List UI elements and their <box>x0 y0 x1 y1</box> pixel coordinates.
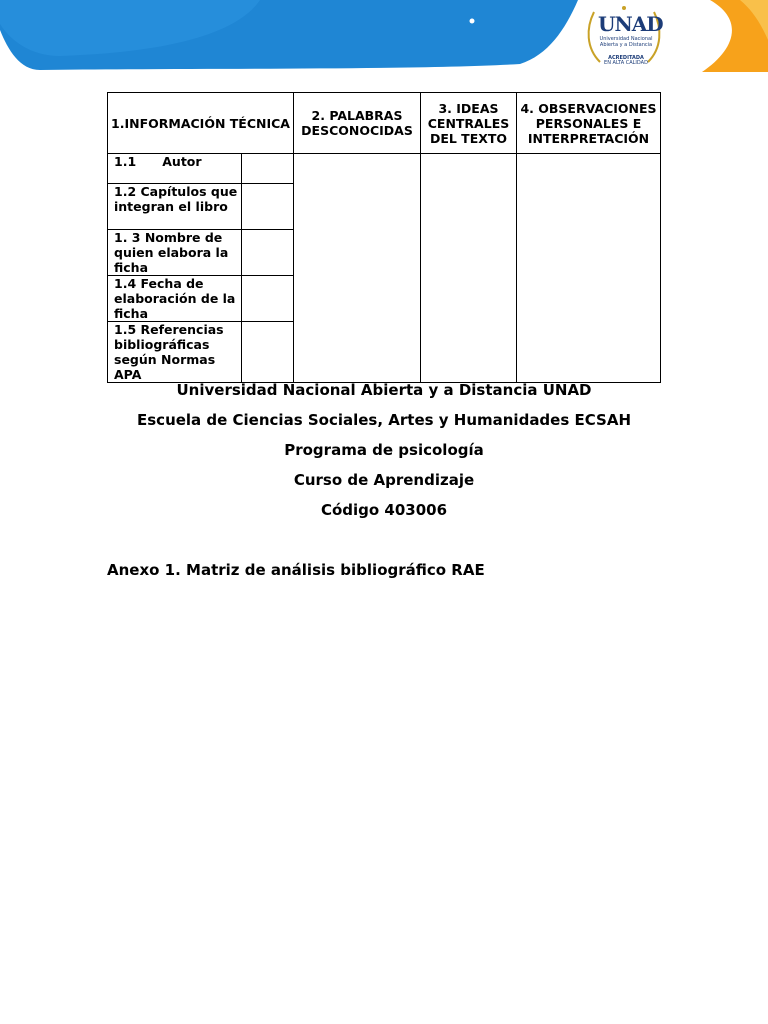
title-program: Programa de psicología <box>284 441 484 459</box>
table-header-row <box>108 93 661 154</box>
row-label-author: 1.1 Autor <box>108 154 242 184</box>
header-observations: 4. OBSERVACIONES PERSONALES E INTERPRETACIÓN <box>517 93 661 154</box>
logo-title: UNAD <box>598 12 663 36</box>
row-label-chapters: 1.2 Capítulos que integran el libro <box>108 184 242 230</box>
rae-matrix-table <box>107 92 661 383</box>
banner-dot <box>470 19 475 24</box>
unad-logo <box>584 4 664 68</box>
row-value-references[interactable] <box>242 322 294 383</box>
title-course: Curso de Aprendizaje <box>293 471 475 489</box>
row-label-references: 1.5 Referencias bibliográficas según Normas APA <box>108 322 242 383</box>
observations-cell[interactable] <box>517 154 661 383</box>
row-value-author-of-sheet[interactable] <box>242 230 294 276</box>
table-row <box>108 154 661 184</box>
row-value-author[interactable] <box>242 154 294 184</box>
annex-heading: Anexo 1. Matriz de análisis bibliográfico RAE <box>107 561 485 579</box>
unknown-words-cell[interactable] <box>294 154 421 383</box>
logo-accreditation: ACREDITADA EN ALTA CALIDAD <box>604 55 648 66</box>
title-school: Escuela de Ciencias Sociales, Artes y Humanidades ECSAH <box>137 411 631 429</box>
row-label-date: 1.4 Fecha de elaboración de la ficha <box>108 276 242 322</box>
logo-subtitle: Universidad Nacional Abierta y a Distancia <box>599 36 653 48</box>
header-unknown-words: 2. PALABRAS DESCONOCIDAS <box>294 93 421 154</box>
row-value-date[interactable] <box>242 276 294 322</box>
row-label-author-of-sheet: 1. 3 Nombre de quien elabora la ficha <box>108 230 242 276</box>
header-central-ideas: 3. IDEAS CENTRALES DEL TEXTO <box>421 93 517 154</box>
central-ideas-cell[interactable] <box>421 154 517 383</box>
title-university: Universidad Nacional Abierta y a Distancia UNAD <box>176 381 592 399</box>
header-technical-info: 1.INFORMACIÓN TÉCNICA <box>108 93 294 154</box>
row-value-chapters[interactable] <box>242 184 294 230</box>
title-code: Código 403006 <box>320 501 448 519</box>
